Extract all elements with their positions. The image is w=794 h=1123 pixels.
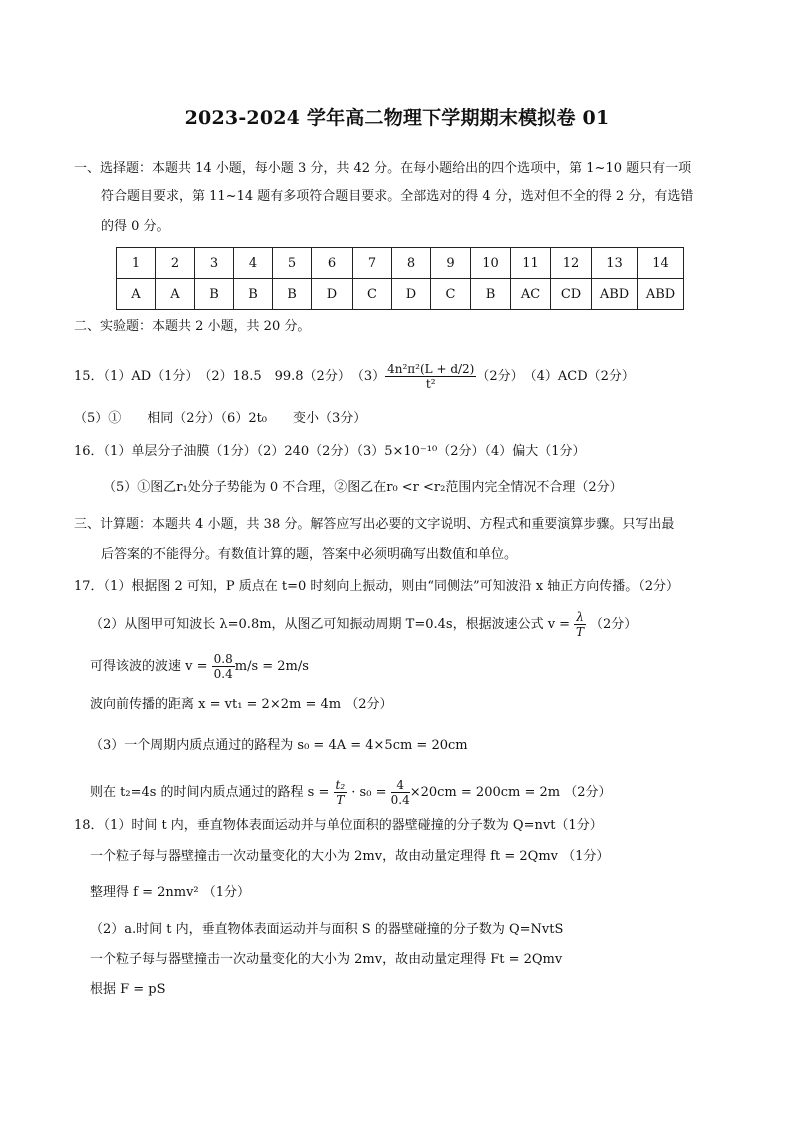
table-cell-answer: CD	[551, 279, 592, 310]
answer-table-number-row	[117, 248, 684, 279]
table-cell-number: 4	[234, 248, 273, 279]
table-cell-answer: B	[195, 279, 234, 310]
table-cell-answer: A	[117, 279, 156, 310]
q18-line3: 整理得 f = 2nmv² （1分）	[90, 885, 251, 900]
q17-T: T	[336, 793, 345, 807]
section1-line3: 的得 0 分。	[101, 219, 170, 234]
table-cell-answer: ABD	[592, 279, 638, 310]
table-cell-number: 10	[471, 248, 511, 279]
q15-formula-numerator: 4n²π²(L + d/2)	[387, 362, 475, 376]
q17-line6	[90, 778, 612, 807]
q17-line3-text: 可得该波的波速 v =	[90, 659, 208, 674]
table-cell-answer: ABD	[638, 279, 684, 310]
q17-line3-result: m/s = 2m/s	[234, 659, 309, 674]
table-cell-answer: D	[312, 279, 353, 310]
table-cell-number: 7	[353, 248, 392, 279]
section3-line2: 后答案的不能得分。有数值计算的题，答案中必须明确写出数值和单位。	[101, 547, 518, 562]
q17-speed-denominator: 0.4	[213, 667, 233, 681]
q17-speed-numerator: 0.8	[213, 652, 233, 666]
q16-line2: （5）①图乙r₁处分子势能为 0 不合理，②图乙在r₀ <r <r₂范围内完全情况不合理（2分）	[103, 480, 623, 495]
q15-line1	[74, 362, 635, 391]
q18-line2: 一个粒子每与器壁撞击一次动量变化的大小为 2mv，故由动量定理得 ft = 2Qmv （1分）	[90, 849, 610, 864]
section3-line1: 三、计算题：本题共 4 小题，共 38 分。解答应写出必要的文字说明、方程式和重要演算步骤。只写出最	[74, 517, 675, 532]
q17-count-denominator: 0.4	[390, 793, 410, 807]
q17-lambda: λ	[576, 610, 584, 624]
table-cell-answer: B	[234, 279, 273, 310]
answer-table	[116, 247, 684, 310]
table-cell-number: 8	[392, 248, 431, 279]
q15-formula	[385, 362, 476, 391]
section2-heading: 二、实验题：本题共 2 小题，共 20 分。	[74, 319, 311, 334]
table-cell-number: 3	[195, 248, 234, 279]
q15-part2: （2分） （4）ACD（2分）	[476, 369, 635, 384]
table-cell-number: 12	[551, 248, 592, 279]
q17-line1: 17．（1）根据图 2 可知，P 质点在 t=0 时刻向上振动，则由“同侧法”可知波沿 x 轴正方向传播。（2分）	[74, 579, 680, 594]
q17-line2-score: （2分）	[589, 617, 638, 632]
q17-line6-mid: · s₀ =	[351, 785, 387, 800]
q17-count-numerator: 4	[391, 778, 410, 793]
table-cell-answer: B	[273, 279, 312, 310]
table-cell-answer: AC	[511, 279, 551, 310]
q15-line2: （5）① 相同（2分）（6）2t₀ 变小（3分）	[74, 411, 367, 426]
q15-formula-denominator: t²	[425, 377, 436, 391]
q17-line2	[90, 610, 637, 639]
q17-line6-text: 则在 t₂=4s 的时间内质点通过的路程 s =	[90, 785, 330, 800]
table-cell-answer: A	[156, 279, 195, 310]
q17-line4: 波向前传播的距离 x = vt₁ = 2×2m = 4m （2分）	[90, 697, 393, 712]
q17-period: T	[576, 625, 585, 639]
table-cell-number: 1	[117, 248, 156, 279]
table-cell-number: 14	[638, 248, 684, 279]
answer-table-answer-row	[117, 279, 684, 310]
table-cell-number: 2	[156, 248, 195, 279]
q18-line6: 根据 F = pS	[90, 982, 166, 997]
q17-line5: （3）一个周期内质点通过的路程为 s₀ = 4A = 4×5cm = 20cm	[90, 738, 468, 753]
table-cell-number: 9	[431, 248, 471, 279]
table-cell-number: 13	[592, 248, 638, 279]
q17-line2-text: （2）从图甲可知波长 λ=0.8m，从图乙可知振动周期 T=0.4s，根据波速公式 v =	[90, 617, 571, 632]
table-cell-answer: C	[353, 279, 392, 310]
section1-line2: 符合题目要求，第 11~14 题有多项符合题目要求。全部选对的得 4 分，选对但不全的得 2 分，有选错	[101, 189, 694, 204]
q17-speed-fraction	[212, 652, 235, 681]
q16-line1: 16．（1）单层分子油膜（1分）（2）240（2分）（3）5×10⁻¹⁰（2分）（4）偏大（1分）	[74, 444, 586, 459]
table-cell-number: 11	[511, 248, 551, 279]
table-cell-number: 5	[273, 248, 312, 279]
q17-line6-result: ×20cm = 200cm = 2m （2分）	[409, 785, 612, 800]
q15-part1: 15．（1）AD（1分） （2）18.5 99.8（2分） （3）	[74, 369, 386, 384]
section1-line1: 一、选择题：本题共 14 小题，每小题 3 分，共 42 分。在每小题给出的四个选项中，第 1~10 题只有一项	[74, 161, 692, 176]
q18-line4: （2）a.时间 t 内，垂直物体表面运动并与面积 S 的器壁碰撞的分子数为 Q=NvtS	[90, 922, 564, 937]
q17-count-fraction	[391, 778, 410, 807]
q17-t2: t₂	[335, 778, 346, 792]
table-cell-number: 6	[312, 248, 353, 279]
table-cell-answer: B	[471, 279, 511, 310]
page-title: 2023-2024 学年高二物理下学期期末模拟卷 01	[184, 107, 610, 129]
q18-line5: 一个粒子每与器壁撞击一次动量变化的大小为 2mv，故由动量定理得 Ft = 2Qmv	[90, 952, 563, 967]
q17-time-ratio	[334, 778, 348, 807]
q17-wave-speed-formula	[574, 610, 586, 639]
table-cell-answer: C	[431, 279, 471, 310]
table-cell-answer: D	[392, 279, 431, 310]
q17-line3	[90, 652, 309, 681]
q18-line1: 18．（1）时间 t 内，垂直物体表面运动并与单位面积的器壁碰撞的分子数为 Q=nvt（1分）	[74, 818, 603, 833]
